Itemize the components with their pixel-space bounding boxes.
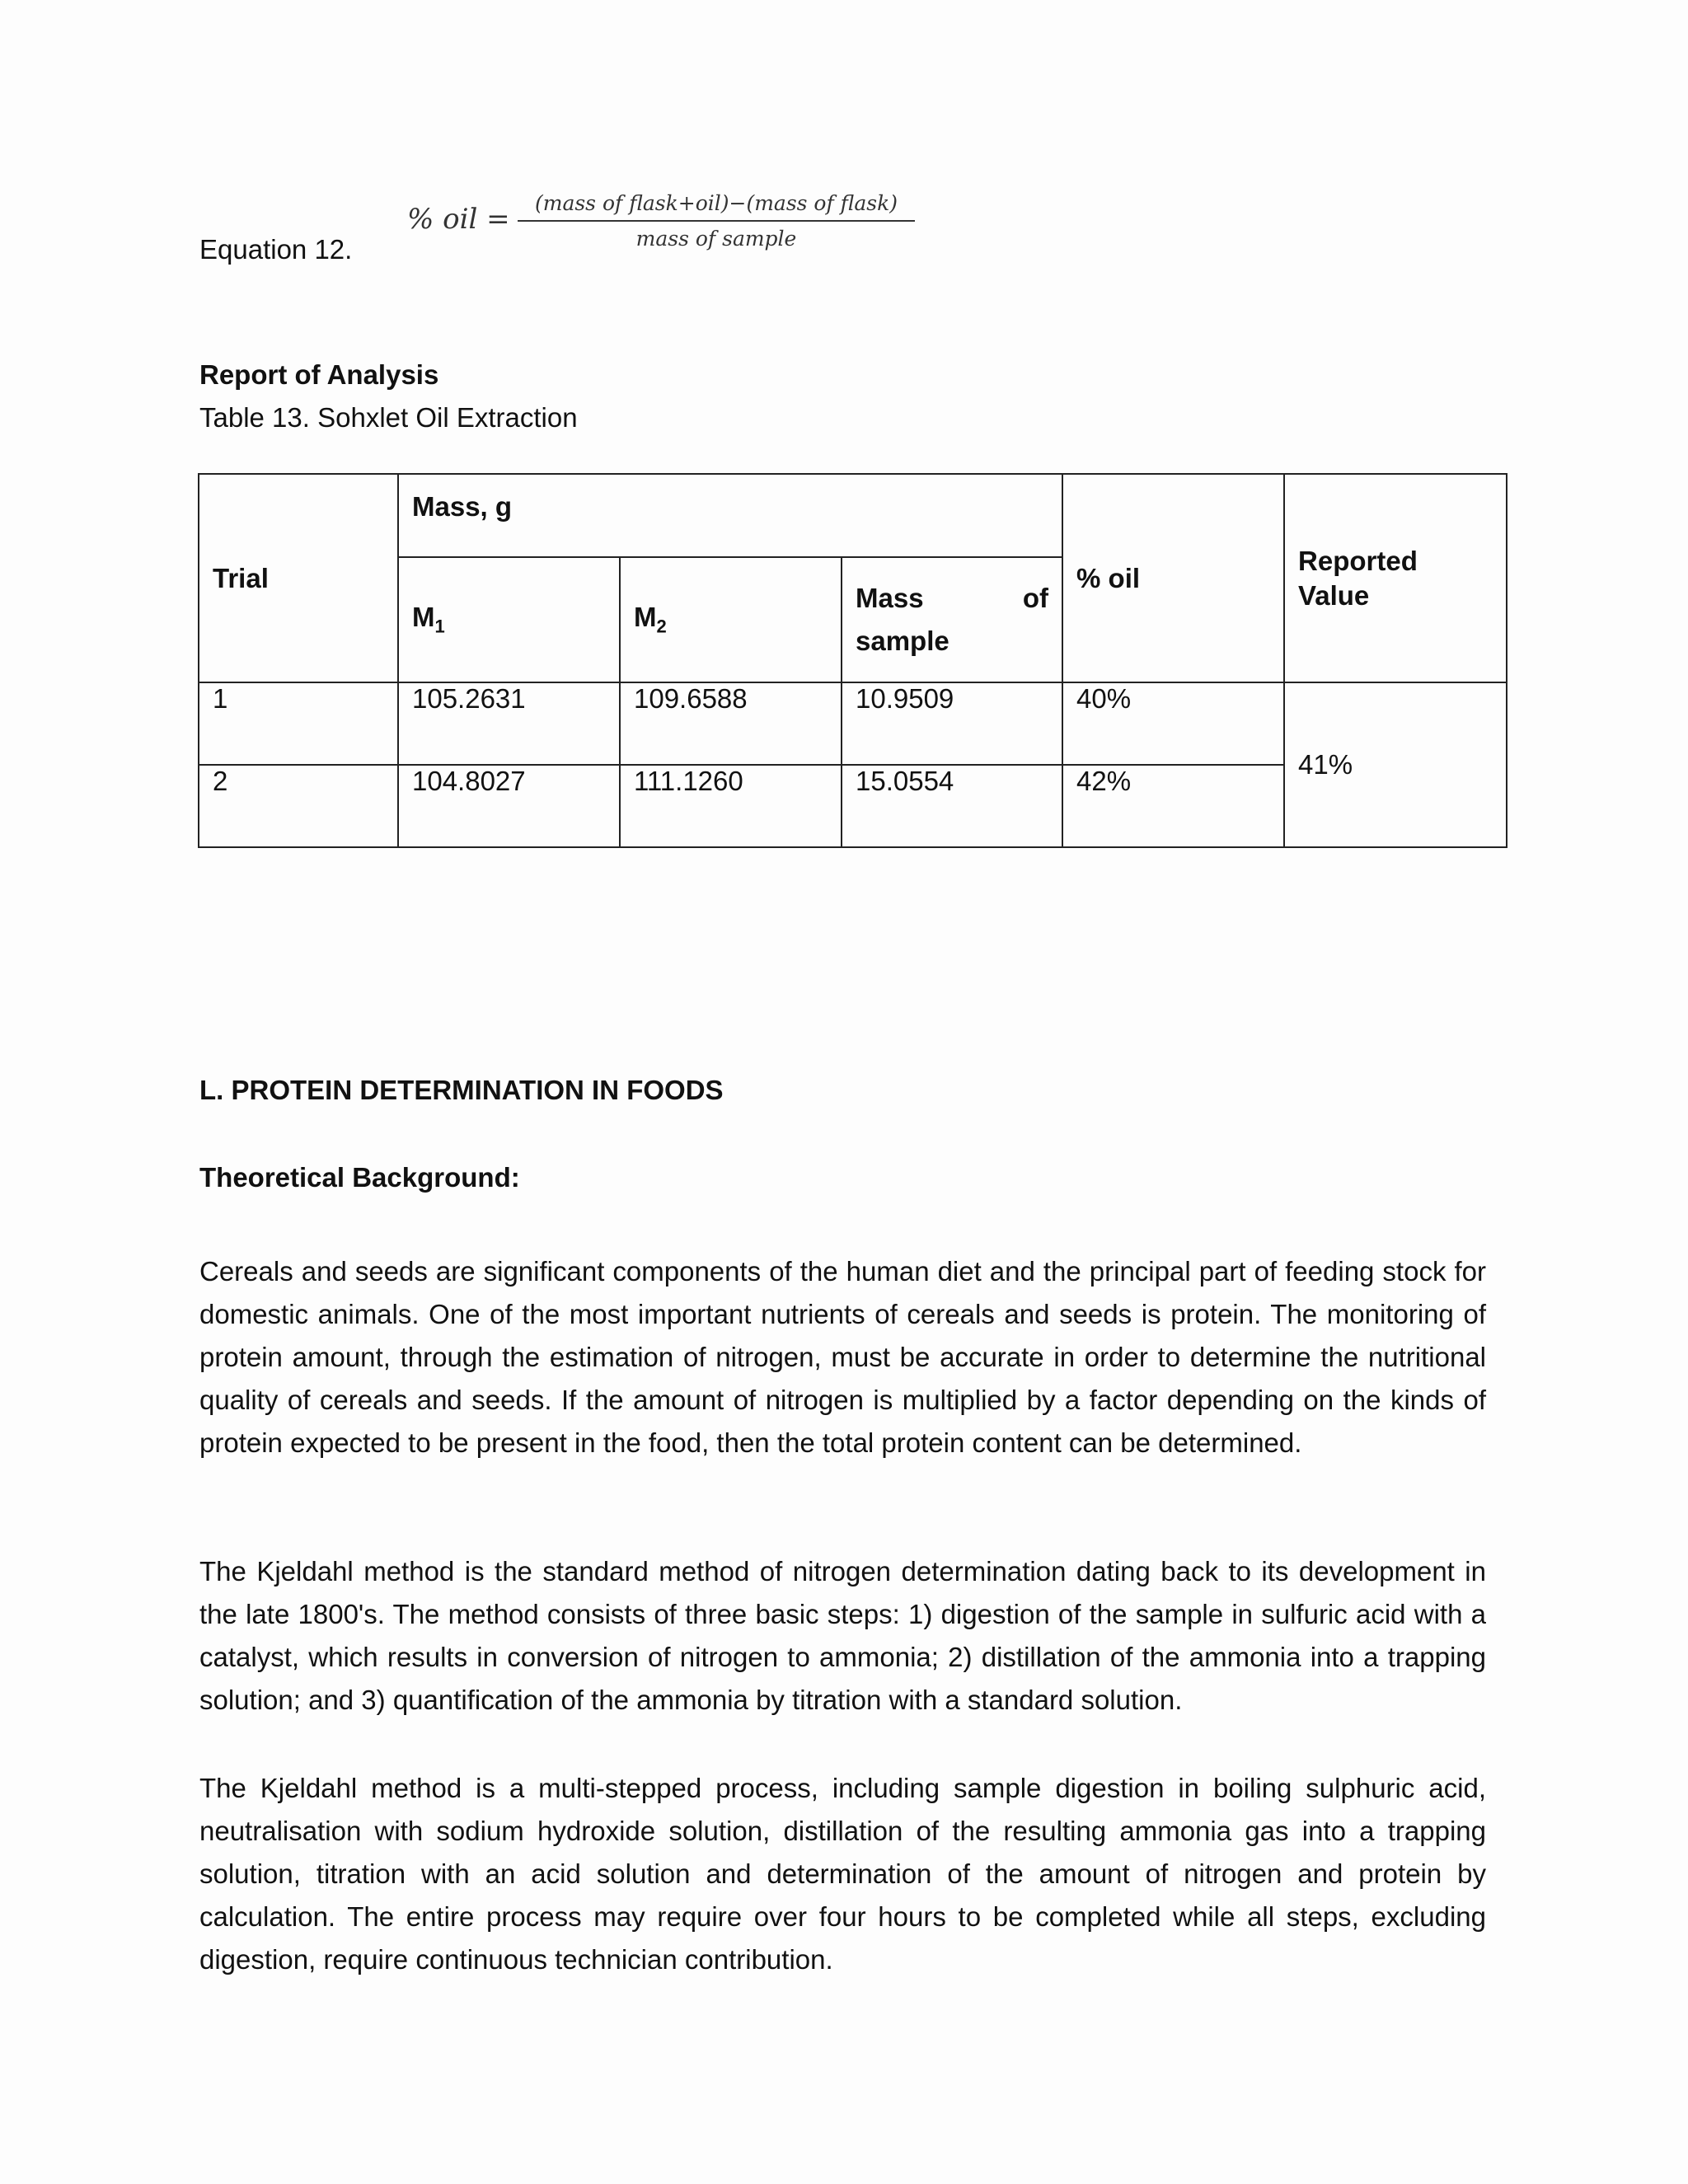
header-reported-value [1284,474,1507,682]
sample-word: sample [856,626,950,656]
cell-reported-value: 41% [1284,682,1507,847]
equation-fraction [518,191,915,251]
cell-mass-sample: 15.0554 [842,765,1062,847]
header-trial-label: Trial [213,562,269,593]
equation-numerator: (mass of flask+oil)−(mass of flask) [518,191,915,222]
header-reported-label: Reported Value [1298,545,1418,611]
mass-of-sample-line1 [856,577,1048,620]
cell-pct-oil: 40% [1062,682,1284,765]
header-mass-of-sample [842,557,1062,682]
header-m1-subscript: 1 [434,616,445,637]
cell-m2: 111.1260 [620,765,842,847]
header-mass-group-label: Mass, g [412,491,513,522]
table-header-row [199,474,1507,557]
mass-word: Mass [856,583,924,613]
paragraph: Cereals and seeds are significant components of the human diet and the principal part of feeding stock for domestic animals. One of the most important nutrients of cereals and seeds is protein. The monitoring of protein amount, through the estimation of nitrogen, must be accurate in order to determine the nutritional quality of cereals and seeds. If the amount of nitrogen is multiplied by a factor depending on the kinds of protein expected to be present in the food, then the total protein content can be determined. [199,1256,1486,1458]
cell-trial: 1 [199,682,398,765]
paragraph: The Kjeldahl method is the standard method of nitrogen determination dating back to its development in the late 1800's. The method consists of three basic steps: 1) digestion of the sample in sulfuric acid with a catalyst, which results in conversion of nitrogen to ammonia; 2) distillation of the ammonia into a trapping solution; and 3) quantification of the ammonia by titration with a standard solution. [199,1556,1486,1715]
cell-m1: 105.2631 [398,682,620,765]
table-row [199,682,1507,765]
table-caption: Table 13. Sohxlet Oil Extraction [199,402,578,433]
equation-lhs: % oil = [407,203,510,236]
equation-label: Equation 12. [199,234,353,265]
cell-trial: 2 [199,765,398,847]
report-title: Report of Analysis [199,359,439,390]
header-pct-oil [1062,474,1284,682]
equation-denominator: mass of sample [635,227,797,251]
of-word: of [1022,583,1049,613]
header-m1-label: M [412,602,435,633]
cell-m1: 104.8027 [398,765,620,847]
header-m2-label: M [634,602,657,633]
cell-pct-oil: 42% [1062,765,1284,847]
sohxlet-oil-extraction-table [198,473,1507,848]
header-m1 [398,557,620,682]
header-pct-oil-label: % oil [1076,562,1141,593]
header-m2 [620,557,842,682]
section-subtitle: Theoretical Background: [199,1162,520,1193]
header-m2-subscript: 2 [656,616,667,637]
header-mass-group [398,474,1062,557]
cell-m2: 109.6588 [620,682,842,765]
section-title: L. PROTEIN DETERMINATION IN FOODS [199,1075,724,1105]
header-trial [199,474,398,682]
paragraph: The Kjeldahl method is a multi-stepped process, including sample digestion in boiling sulphuric acid, neutralisation with sodium hydroxide solution, distillation of the resulting ammonia gas into a trapping solution, titration with an acid solution and determination of the amount of nitrogen and protein by calculation. The entire process may require over four hours to be completed while all steps, excluding digestion, require continuous technician contribution. [199,1773,1486,1975]
cell-mass-sample: 10.9509 [842,682,1062,765]
